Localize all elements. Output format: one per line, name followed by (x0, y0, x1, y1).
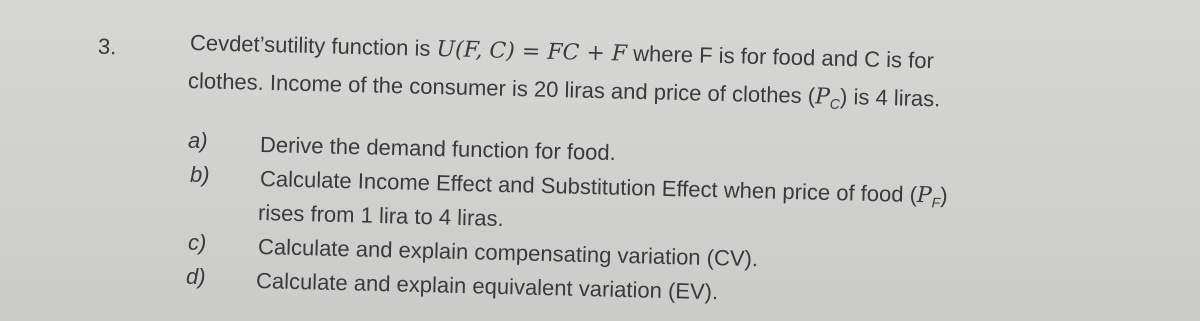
question-line-1 (190, 30, 935, 74)
item-b-letter: b) (190, 162, 210, 187)
item-b-text-close: ) (940, 182, 948, 208)
item-b-text-line2: rises from 1 lira to 4 liras. (257, 200, 504, 232)
price-food-symbol: P (916, 183, 933, 209)
item-c-letter: c) (188, 230, 207, 255)
question-line1-text: Cevdet’sutility function is (189, 30, 437, 62)
question-line-2 (188, 68, 941, 114)
item-b-text-main: Calculate Income Effect and Substitution Effect when price of food ( (259, 166, 918, 208)
question-line1-tail: where F is for food and C is for (626, 40, 935, 74)
item-d-letter: d) (186, 264, 206, 289)
question-line2-text: clothes. Income of the consumer is 20 liras and price of clothes ( (187, 68, 816, 109)
price-food-subscript: F (931, 194, 941, 211)
utility-function-formula: U(F, C) = FC + F (436, 37, 628, 67)
item-c-text: Calculate and explain compensating variation (CV). (257, 234, 759, 272)
item-a-letter: a) (188, 128, 208, 153)
item-d-text: Calculate and explain equivalent variation (EV). (255, 268, 719, 305)
question-line2-tail: ) is 4 liras. (839, 83, 941, 112)
price-clothes-symbol: P (814, 84, 831, 110)
question-number: 3. (97, 33, 117, 60)
item-a-text: Derive the demand function for food. (259, 132, 617, 166)
price-clothes-subscript: C (829, 95, 841, 112)
